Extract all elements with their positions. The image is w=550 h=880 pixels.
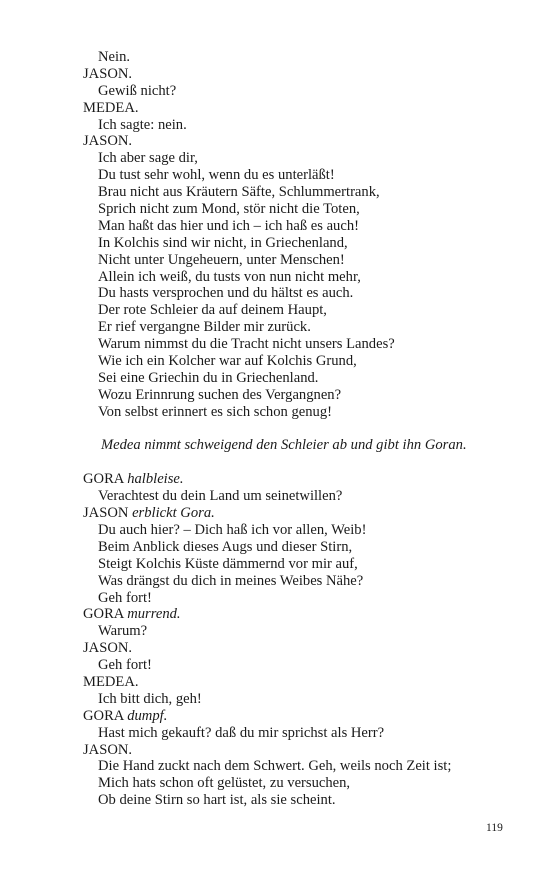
verse-line: Steigt Kolchis Küste dämmernd vor mir auf, (98, 555, 358, 572)
speaker-name: GORA (83, 471, 124, 488)
speaker-name: GORA (83, 606, 124, 623)
speaker-label (83, 674, 503, 691)
inline-stage-direction: dumpf. (127, 707, 168, 724)
speaker-name: GORA (83, 707, 124, 724)
verse-line: Gewiß nicht? (98, 82, 177, 99)
verse-line: Nein. (98, 49, 131, 65)
verse-line: Nicht unter Ungeheuern, unter Menschen! (98, 251, 345, 268)
verse-line: Ich sagte: nein. (98, 116, 187, 133)
inline-stage-direction: halbleise. (127, 471, 184, 488)
speaker-name: MEDEA. (83, 673, 139, 690)
verse-line: Warum? (98, 623, 148, 640)
verse-line: Sprich nicht zum Mond, stör nicht die Toten, (98, 201, 360, 218)
verse-line: Mich hats schon oft gelüstet, zu versuchen, (98, 775, 351, 792)
verse-line: Sei eine Griechin du in Griechenland. (98, 369, 319, 386)
verse-line: In Kolchis sind wir nicht, in Griechenland, (98, 234, 348, 251)
speaker-label (83, 505, 503, 522)
verse-line: Wozu Erinnrung suchen des Vergangnen? (98, 386, 342, 403)
verse-line: Geh fort! (98, 657, 152, 674)
speaker-name: JASON. (83, 741, 133, 758)
verse-line: Man haßt das hier und ich – ich haß es auch! (98, 217, 359, 234)
inline-stage-direction: erblickt Gora. (132, 505, 215, 522)
blank-line (83, 454, 503, 471)
speaker-name: JASON. (83, 65, 133, 82)
verse-line: Die Hand zuckt nach dem Schwert. Geh, weils noch Zeit ist; (98, 758, 452, 775)
stage-direction: Medea nimmt schweigend den Schleier ab und gibt ihn Goran. (101, 437, 467, 454)
verse-line: Ich aber sage dir, (98, 150, 198, 167)
speaker-label (83, 640, 503, 657)
speaker-label (83, 708, 503, 725)
play-text (83, 49, 503, 809)
page-number: 119 (486, 822, 503, 834)
speaker-label (83, 742, 503, 759)
speaker-label (83, 133, 503, 150)
inline-stage-direction: murrend. (127, 606, 181, 623)
verse-line: Der rote Schleier da auf deinem Haupt, (98, 302, 327, 319)
verse-line: Hast mich gekauft? daß du mir sprichst als Herr? (98, 724, 385, 741)
verse-line: Du auch hier? – Dich haß ich vor allen, Weib! (98, 521, 367, 538)
verse-line: Er rief vergangne Bilder mir zurück. (98, 319, 311, 336)
speaker-label (83, 471, 503, 488)
speaker-name: JASON. (83, 640, 133, 657)
speaker-name: JASON. (83, 133, 133, 150)
verse-line: Warum nimmst du die Tracht nicht unsers Landes? (98, 336, 395, 353)
speaker-name: MEDEA. (83, 99, 139, 116)
verse-line: Wie ich ein Kolcher war auf Kolchis Grund, (98, 353, 357, 370)
verse-line: Geh fort! (98, 589, 152, 606)
speaker-label (83, 606, 503, 623)
verse-line: Allein ich weiß, du tusts von nun nicht mehr, (98, 268, 361, 285)
verse-line: Ich bitt dich, geh! (98, 690, 202, 707)
verse-line: Was drängst du dich in meines Weibes Nähe? (98, 572, 364, 589)
speaker-name: JASON (83, 505, 129, 522)
speaker-label (83, 66, 503, 83)
verse-line: Von selbst erinnert es sich schon genug! (98, 403, 332, 420)
verse-line: Ob deine Stirn so hart ist, als sie scheint. (98, 792, 336, 809)
speaker-label (83, 100, 503, 117)
verse-line: Beim Anblick dieses Augs und dieser Stirn, (98, 538, 353, 555)
verse-line: Verachtest du dein Land um seinetwillen? (98, 488, 343, 505)
blank-line (83, 421, 503, 438)
verse-line: Du tust sehr wohl, wenn du es unterläßt! (98, 167, 335, 184)
verse-line: Brau nicht aus Kräutern Säfte, Schlummertrank, (98, 184, 380, 201)
verse-line: Du hasts versprochen und du hältst es auch. (98, 285, 354, 302)
